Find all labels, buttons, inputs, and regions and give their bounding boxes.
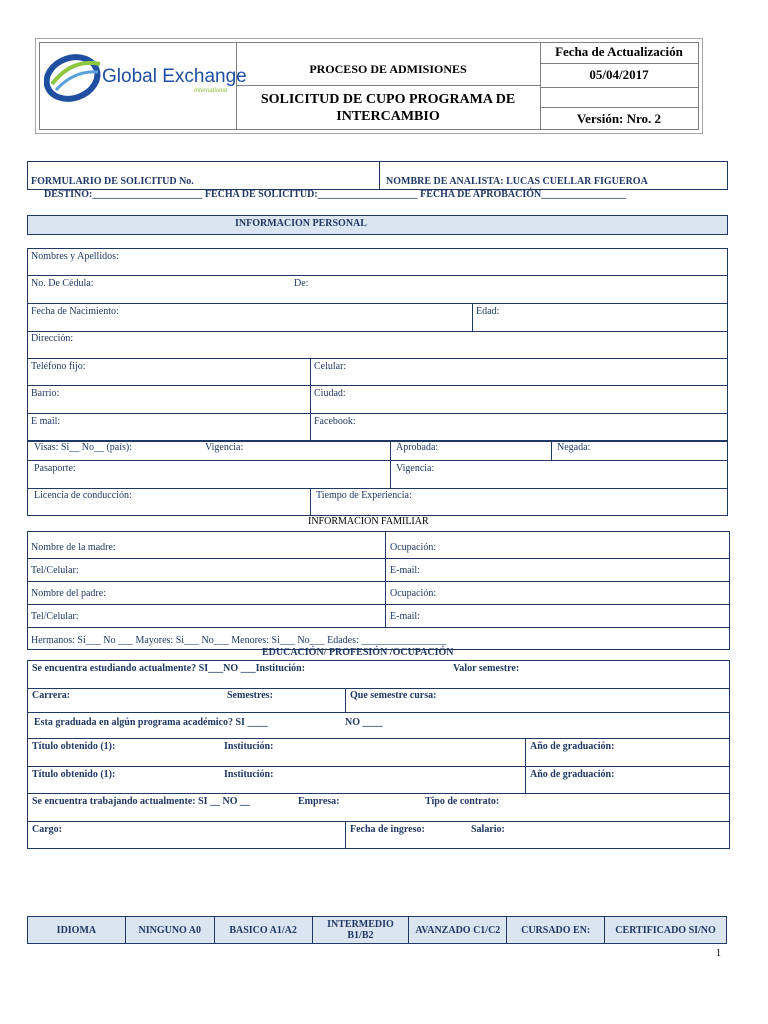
email-label: E mail:: [31, 416, 61, 427]
contract-label: Tipo de contrato:: [425, 796, 500, 807]
father-tel-label: Tel/Celular:: [31, 611, 79, 622]
languages-table: [27, 916, 727, 944]
version-label: Versión: Nro. 2: [576, 111, 662, 126]
visa-approved-label: Aprobada:: [396, 442, 439, 453]
company-logo: [44, 50, 247, 102]
process-title: PROCESO DE ADMISIONES: [309, 62, 467, 76]
lang-col-basico: BASICO A1/A2: [214, 917, 312, 944]
form-number-label: FORMULARIO DE SOLICITUD No.: [31, 176, 194, 187]
names-label: Nombres y Apellidos:: [31, 251, 119, 262]
family-section-title: INFORMACIÓN FAMILIAR: [308, 516, 429, 527]
graduated-label: Esta graduada en algún programa académico? SI ____: [34, 717, 268, 728]
update-label: Fecha de Actualización: [555, 44, 683, 59]
career-label: Carrera:: [32, 690, 71, 701]
studying-label: Se encuentra estudiando actualmente? SI___NO ___Institución:: [32, 663, 306, 674]
position-label: Cargo:: [32, 824, 62, 835]
institution1-label: Institución:: [224, 741, 274, 752]
form-title-line2: INTERCAMBIO: [336, 109, 440, 124]
cedula-label: No. De Cédula:: [31, 278, 94, 289]
father-job-label: Ocupación:: [390, 588, 437, 599]
neighborhood-label: Barrio:: [31, 388, 60, 399]
update-date: 05/04/2017: [589, 67, 649, 82]
semester-value-label: Valor semestre:: [453, 663, 520, 674]
personal-section-title: INFORMACION PERSONAL: [235, 218, 367, 229]
grad-year2-label: Año de graduación:: [530, 769, 615, 780]
form-title-line1: SOLICITUD DE CUPO PROGRAMA DE: [260, 92, 516, 107]
lang-col-certificado: CERTIFICADO SI/NO: [605, 917, 727, 944]
address-label: Dirección:: [31, 333, 74, 344]
analyst-label: NOMBRE DE ANALISTA: LUCAS CUELLAR FIGUEROA: [386, 176, 648, 187]
education-section-title: EDUCACIÓN/ PROFESIÓN /OCUPACIÓN: [262, 647, 454, 658]
visas-validity-label: Vigencia:: [205, 442, 244, 453]
phone-label: Teléfono fijo:: [31, 361, 86, 372]
father-email-label: E-mail:: [390, 611, 420, 622]
page-number: 1: [716, 948, 721, 959]
personal-section-header: [27, 215, 728, 235]
mobile-label: Celular:: [314, 361, 347, 372]
degree2-label: Título obtenido (1):: [32, 769, 116, 780]
company-label: Empresa:: [298, 796, 340, 807]
birth-date-label: Fecha de Nacimiento:: [31, 306, 119, 317]
dates-line: DESTINO:______________________ FECHA DE SOLICITUD:____________________ FECHA DE APROBACIÓN_________________: [44, 189, 627, 200]
visas-row: [27, 441, 728, 461]
passport-label: Pasaporte:: [34, 463, 76, 474]
current-semester-label: Que semestre cursa:: [350, 690, 437, 701]
lang-col-ninguno: NINGUNO A0: [125, 917, 214, 944]
visa-denied-label: Negada:: [557, 442, 591, 453]
mother-email-label: E-mail:: [390, 565, 420, 576]
salary-label: Salario:: [471, 824, 505, 835]
license-label: Licencia de conducción:: [34, 490, 132, 501]
experience-label: Tiempo de Experiencia:: [316, 490, 412, 501]
logo-text: Global Exchange: [102, 66, 247, 87]
siblings-label: Hermanos: Si___ No ___ Mayores: Si___ No___ Menores: Si___ No___ Edades: _________________: [31, 635, 447, 646]
city-label: Ciudad:: [314, 388, 346, 399]
institution2-label: Institución:: [224, 769, 274, 780]
visas-label: Visas: Si__ No__ (país):: [34, 442, 133, 453]
lang-col-intermedio: INTERMEDIO B1/B2: [312, 917, 409, 944]
grad-year1-label: Año de graduación:: [530, 741, 615, 752]
logo-subtext: International: [194, 88, 228, 94]
family-table: [27, 531, 730, 650]
semesters-label: Semestres:: [227, 690, 273, 701]
mother-job-label: Ocupación:: [390, 542, 437, 553]
globe-swoosh-icon: [44, 50, 104, 102]
facebook-label: Facebook:: [314, 416, 356, 427]
degree1-label: Título obtenido (1):: [32, 741, 116, 752]
start-date-label: Fecha de ingreso:: [350, 824, 425, 835]
lang-col-idioma: IDIOMA: [28, 917, 126, 944]
working-label: Se encuentra trabajando actualmente: SI __ NO __: [32, 796, 251, 807]
cedula-from-label: De:: [294, 278, 309, 289]
lang-col-avanzado: AVANZADO C1/C2: [409, 917, 507, 944]
mother-tel-label: Tel/Celular:: [31, 565, 79, 576]
father-name-label: Nombre del padre:: [31, 588, 106, 599]
age-label: Edad:: [476, 306, 500, 317]
mother-name-label: Nombre de la madre:: [31, 542, 116, 553]
graduated-no-label: NO ____: [345, 717, 383, 728]
passport-validity-label: Vigencia:: [396, 463, 435, 474]
lang-col-cursado: CURSADO EN:: [507, 917, 605, 944]
